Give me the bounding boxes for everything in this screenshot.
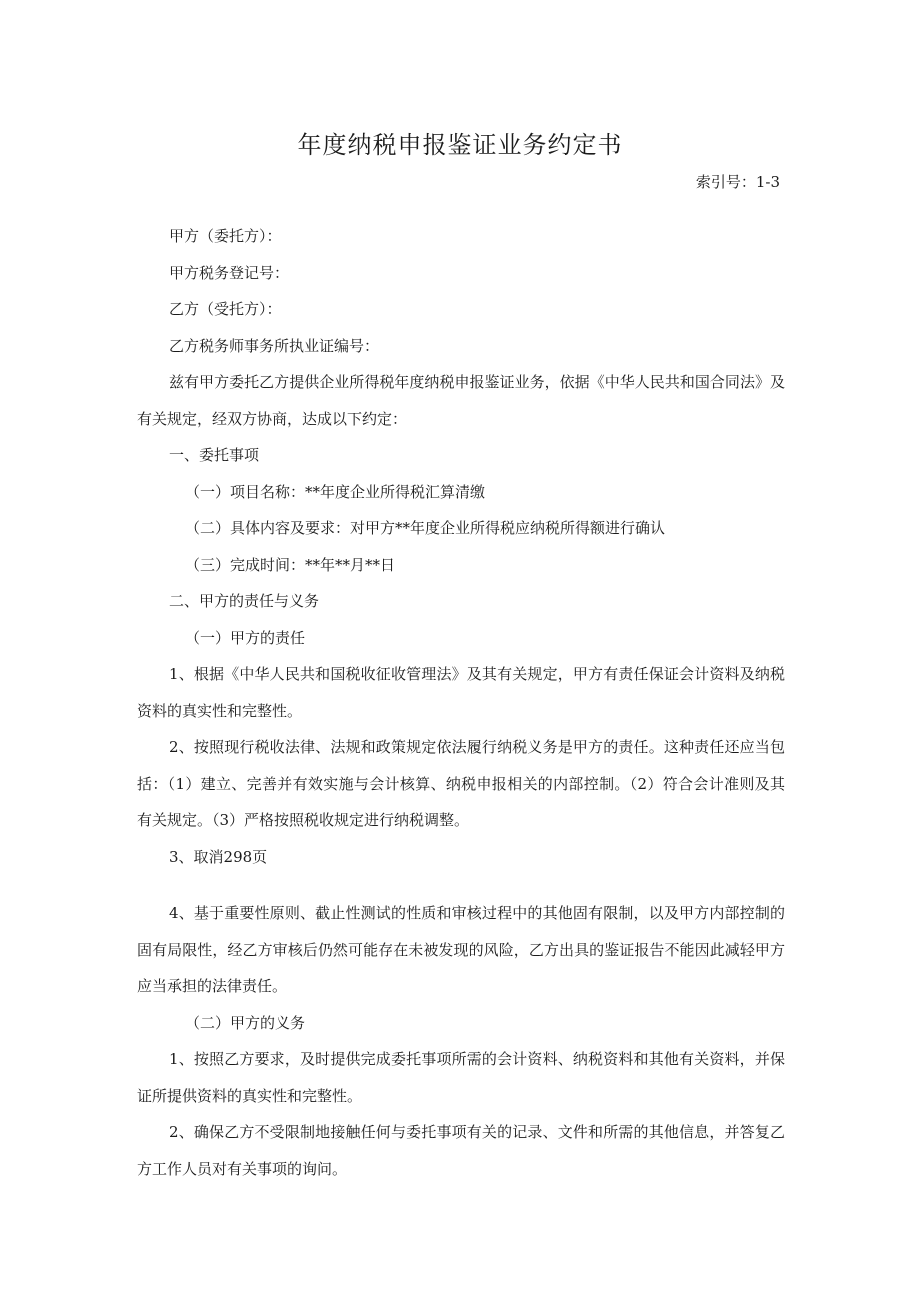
document-title: 年度纳税申报鉴证业务约定书 (297, 131, 623, 159)
section1-heading: 一、委托事项 (169, 446, 260, 464)
party-a-line: 甲方（委托方）： (169, 227, 282, 245)
section2-sub2-heading: （二）甲方的义务 (185, 1013, 306, 1032)
index-reference: 索引号：1-3 (695, 173, 780, 191)
section1-item: （三）完成时间：**年**月**日 (185, 555, 396, 574)
section2-sub1-heading: （一）甲方的责任 (185, 628, 306, 647)
document-body (137, 218, 785, 1187)
responsibility-item: 1、根据《中华人民共和国税收征收管理法》及其有关规定，甲方有责任保证会计资料及纳税资料的真实性和完整性。 (137, 665, 785, 720)
party-b-license-line: 乙方税务师事务所执业证编号： (169, 336, 380, 355)
party-a-tax-reg-line: 甲方税务登记号： (169, 263, 290, 282)
paragraph-gap (137, 875, 785, 895)
preamble-paragraph: 兹有甲方委托乙方提供企业所得税年度纳税申报鉴证业务，依据《中华人民共和国合同法》及有关规定，经双方协商，达成以下约定： (137, 373, 785, 428)
section1-item: （二）具体内容及要求：对甲方**年度企业所得税应纳税所得额进行确认 (185, 519, 666, 537)
section1-item: （一）项目名称：**年度企业所得税汇算清缴 (185, 482, 486, 501)
obligation-item: 2、确保乙方不受限制地接触任何与委托事项有关的记录、文件和所需的其他信息，并答复乙方工作人员对有关事项的询问。 (137, 1123, 785, 1178)
section2-heading: 二、甲方的责任与义务 (169, 592, 320, 610)
responsibility-item: 3、取消298页 (169, 847, 268, 866)
responsibility-item: 4、基于重要性原则、截止性测试的性质和审核过程中的其他固有限制，以及甲方内部控制的固有局限性，经乙方审核后仍然可能存在未被发现的风险，乙方出具的鉴证报告不能因此减轻甲方应当承担的法律责任。 (137, 904, 785, 995)
responsibility-item: 2、按照现行税收法律、法规和政策规定依法履行纳税义务是甲方的责任。这种责任还应当包括：（1）建立、完善并有效实施与会计核算、纳税申报相关的内部控制。（2）符合会计准则及其有关规定。（3）严格按照税收规定进行纳税调整。 (137, 738, 785, 829)
party-b-line: 乙方（受托方）： (169, 300, 282, 318)
obligation-item: 1、按照乙方要求，及时提供完成委托事项所需的会计资料、纳税资料和其他有关资料，并保证所提供资料的真实性和完整性。 (137, 1050, 785, 1105)
